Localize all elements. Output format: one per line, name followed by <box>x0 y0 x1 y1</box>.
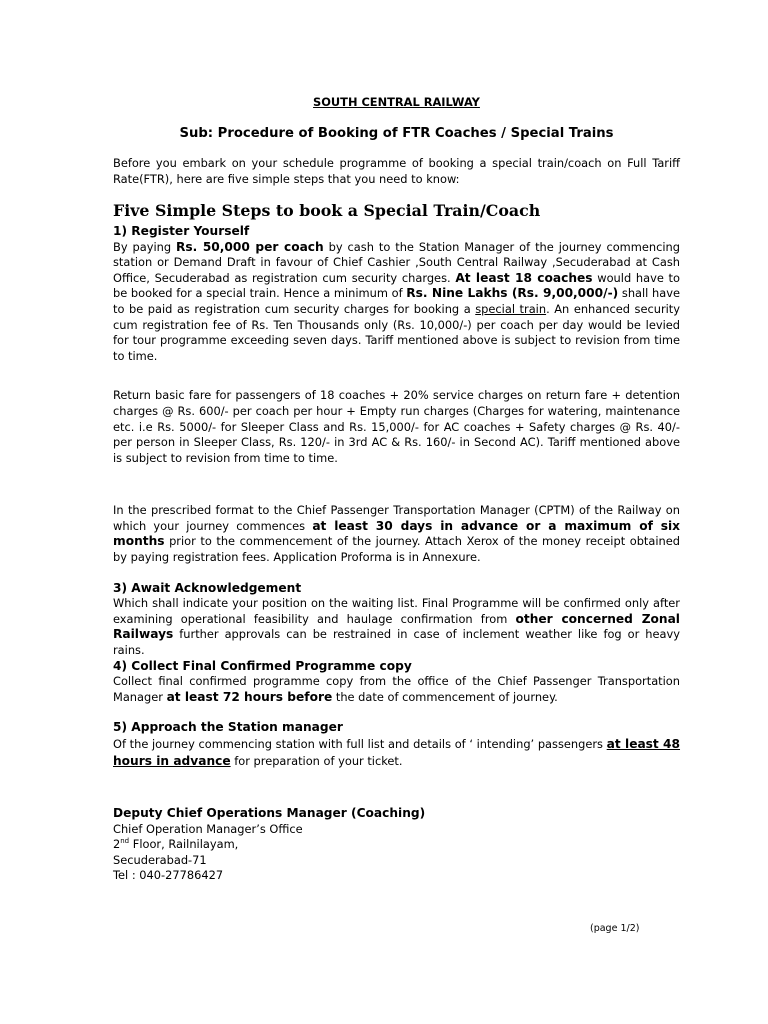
step5-heading: 5) Approach the Station manager <box>113 720 343 735</box>
page-number: (page 1/2) <box>590 923 640 934</box>
signature-office: Chief Operation Manager’s Office <box>113 821 303 836</box>
step1-heading: 1) Register Yourself <box>113 223 250 238</box>
subject-line: Sub: Procedure of Booking of FTR Coaches / Special Trains <box>179 125 614 141</box>
org-title: SOUTH CENTRAL RAILWAY <box>313 95 480 109</box>
signature-title: Deputy Chief Operations Manager (Coaching) <box>113 806 426 820</box>
signature-city: Secuderabad-71 <box>113 852 207 867</box>
format-paragraph: In the prescribed format to the Chief Passenger Transportation Manager (CPTM) of the Railway on which your journey commences at least 30 days in advance or a maximum of six months prior to the commencement of the journey. Attach Xerox of the money receipt obtained by paying registration fees. Application Proforma is in Annexure. <box>113 503 680 565</box>
document-page <box>113 95 680 884</box>
step4-heading: 4) Collect Final Confirmed Programme copy <box>113 658 412 673</box>
step3-paragraph: Which shall indicate your position on the waiting list. Final Programme will be confirmed only after examining operational feasibility and haulage confirmation from other concerned Zonal Railways further approvals can be restrained in case of inclement weather like fog or heavy rains. <box>113 596 680 658</box>
signature-tel: Tel : 040-27786427 <box>113 868 224 883</box>
step3-heading: 3) Await Acknowledgement <box>113 580 302 595</box>
intro-paragraph: Before you embark on your schedule programme of booking a special train/coach on Full Tariff Rate(FTR), here are five simple steps that you need to know: <box>113 156 680 186</box>
main-heading: Five Simple Steps to book a Special Train/Coach <box>113 201 541 221</box>
step4-paragraph: Collect final confirmed programme copy from the office of the Chief Passenger Transportation Manager at least 72 hours before the date of commencement of journey. <box>113 674 680 704</box>
signature-block <box>113 806 680 884</box>
step1-paragraph: By paying Rs. 50,000 per coach by cash to the Station Manager of the journey commencing station or Demand Draft in favour of Chief Cashier ,South Central Railway ,Secuderabad at Cash Office, Secuderabad as registration cum security charges. At least 18 coaches would have to be booked for a special train. Hence a minimum of Rs. Nine Lakhs (Rs. 9,00,000/-) shall have to be paid as registration cum security charges for booking a special train. An enhanced security cum registration fee of Rs. Ten Thousands only (Rs. 10,000/-) per coach per day would be levied for tour programme exceeding seven days. Tariff mentioned above is subject to revision from time to time. <box>113 239 681 363</box>
signature-floor: 2nd Floor, Railnilayam, <box>113 837 239 852</box>
step5-paragraph: Of the journey commencing station with full list and details of ‘ intending’ passengers at least 48 hours in advance for preparation of your ticket. <box>113 737 681 768</box>
fare-paragraph: Return basic fare for passengers of 18 coaches + 20% service charges on return fare + detention charges @ Rs. 600/- per coach per hour + Empty run charges (Charges for watering, maintenance etc. i.e Rs. 5000/- for Sleeper Class and Rs. 15,000/- for AC coaches + Safety charges @ Rs. 40/- per person in Sleeper Class, Rs. 120/- in 3rd AC & Rs. 160/- in Second AC). Tariff mentioned above is subject to revision from time to time. <box>113 388 680 465</box>
